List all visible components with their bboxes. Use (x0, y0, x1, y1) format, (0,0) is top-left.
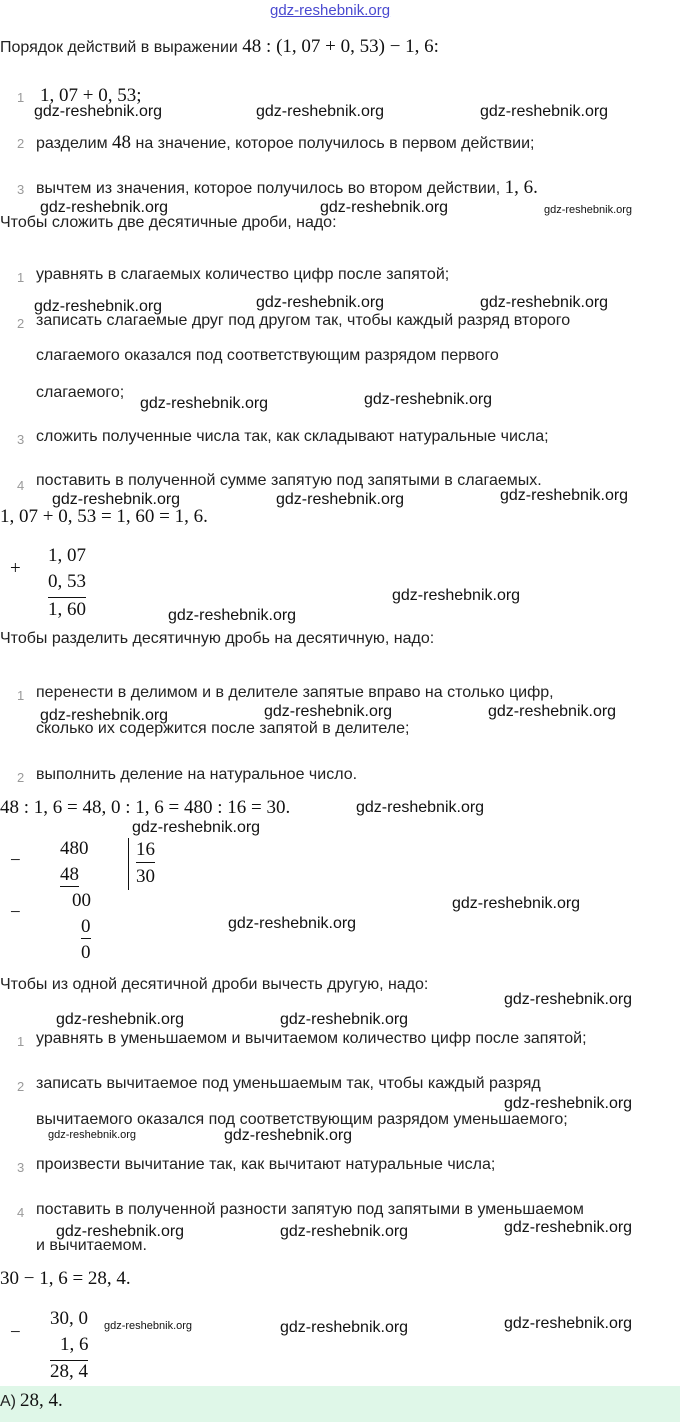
watermark: gdz-reshebnik.org (256, 294, 385, 311)
subtraction-equation: 30 − 1, 6 = 28, 4. (0, 1268, 131, 1289)
addition-step-number: 3 (17, 432, 25, 447)
order-step-label: разделим (36, 135, 108, 152)
addition-step-text: поставить в полученной сумме запятую под запятыми в слагаемых. (36, 472, 542, 489)
subtraction-step-text: уравнять в уменьшаемом и вычитаемом количество цифр после запятой; (36, 1030, 587, 1047)
subtraction-result: 28, 4 (50, 1361, 88, 1382)
order-step-math: 48 (112, 132, 132, 153)
subtraction-intro: Чтобы из одной десятичной дроби вычесть другую, надо: (0, 976, 429, 993)
watermark: gdz-reshebnik.org (264, 703, 393, 720)
subtraction-step-text: поставить в полученной разности запятую под запятыми в уменьшаемом (36, 1201, 584, 1218)
order-step-label: на значение, которое получилось в первом действии; (135, 135, 535, 152)
watermark: gdz-reshebnik.org (280, 1319, 409, 1336)
subtraction-step-number: 2 (17, 1079, 25, 1094)
subtraction-step-number: 4 (17, 1205, 25, 1220)
division-quotient: 30 (136, 866, 155, 887)
addition-step-text: уравнять в слагаемых количество цифр после запятой; (36, 266, 450, 283)
subtraction-step-number: 3 (17, 1160, 25, 1175)
intro-text (0, 36, 439, 58)
order-step-text (36, 132, 535, 154)
addition-equation: 1, 07 + 0, 53 = 1, 60 = 1, 6. (0, 506, 208, 527)
site-title-link[interactable]: gdz-reshebnik.org (270, 2, 391, 19)
division-step-number: 1 (17, 688, 25, 703)
division-divisor: 16 (136, 838, 155, 863)
addition-term-b: 0, 53 (48, 571, 86, 592)
watermark: gdz-reshebnik.org (34, 103, 163, 120)
addition-term-a: 1, 07 (48, 545, 86, 566)
answer-value: 28, 4. (20, 1390, 63, 1411)
watermark: gdz-reshebnik.org (480, 103, 609, 120)
addition-step-text: слагаемого; (36, 384, 125, 401)
watermark: gdz-reshebnik.org (392, 587, 521, 604)
division-step-number: 2 (17, 770, 25, 785)
watermark: gdz-reshebnik.org (280, 1011, 409, 1028)
watermark: gdz-reshebnik.org (224, 1127, 353, 1144)
order-step-number: 3 (17, 182, 25, 197)
watermark: gdz-reshebnik.org (320, 199, 449, 216)
answer-box (0, 1386, 680, 1422)
division-remainder-2: 0 (81, 942, 91, 963)
division-step-text: выполнить деление на натуральное число. (36, 766, 358, 783)
watermark: gdz-reshebnik.org (56, 1011, 185, 1028)
order-step-math: 1, 07 + 0, 53; (40, 85, 142, 106)
order-step-label: вычтем из значения, которое получилось во втором действии, (36, 180, 501, 197)
order-step-math: 1, 6. (504, 177, 538, 198)
addition-step-text: записать слагаемые друг под другом так, чтобы каждый разряд второго (36, 312, 571, 329)
addition-intro: Чтобы сложить две десятичные дроби, надо: (0, 214, 337, 231)
addition-step-number: 4 (17, 478, 25, 493)
division-subtrahend-1: 48 (60, 864, 79, 885)
subtraction-term-b: 1, 6 (60, 1334, 89, 1355)
subtraction-step-text: записать вычитаемое под уменьшаемым так, чтобы каждый разряд (36, 1075, 541, 1092)
division-intro: Чтобы разделить десятичную дробь на десятичную, надо: (0, 630, 435, 647)
watermark: gdz-reshebnik.org (56, 1223, 185, 1240)
watermark: gdz-reshebnik.org (504, 1095, 633, 1112)
watermark: gdz-reshebnik.org (480, 294, 609, 311)
addition-step-text: сложить полученные числа так, как складывают натуральные числа; (36, 428, 549, 445)
division-equation: 48 : 1, 6 = 48, 0 : 1, 6 = 480 : 16 = 30. (0, 797, 291, 818)
watermark: gdz-reshebnik.org (52, 491, 181, 508)
watermark: gdz-reshebnik.org (488, 703, 617, 720)
subtraction-step-text: и вычитаемом. (36, 1237, 147, 1254)
addition-plus-sign: + (10, 558, 21, 579)
watermark: gdz-reshebnik.org (140, 395, 269, 412)
watermark: gdz-reshebnik.org (104, 1320, 193, 1332)
watermark: gdz-reshebnik.org (256, 103, 385, 120)
watermark: gdz-reshebnik.org (364, 391, 493, 408)
order-step-number: 1 (17, 90, 25, 105)
subtraction-step-number: 1 (17, 1034, 25, 1049)
watermark: gdz-reshebnik.org (40, 707, 169, 724)
addition-step-text: слагаемого оказался под соответствующим разрядом первого (36, 347, 499, 364)
watermark: gdz-reshebnik.org (40, 199, 169, 216)
watermark: gdz-reshebnik.org (504, 1315, 633, 1332)
watermark: gdz-reshebnik.org (504, 991, 633, 1008)
watermark: gdz-reshebnik.org (34, 298, 163, 315)
watermark: gdz-reshebnik.org (168, 607, 297, 624)
watermark: gdz-reshebnik.org (228, 915, 357, 932)
watermark: gdz-reshebnik.org (544, 204, 633, 216)
division-step-text: перенести в делимом и в делителе запятые вправо на столько цифр, (36, 684, 554, 701)
answer-label: А) (0, 1393, 16, 1410)
intro-expression: 48 : (1, 07 + 0, 53) − 1, 6: (242, 36, 439, 57)
subtraction-step-text: вычитаемого оказался под соответствующим разрядом уменьшаемого; (36, 1111, 568, 1128)
addition-step-number: 2 (17, 316, 25, 331)
division-minus-sign: − (10, 902, 21, 923)
watermark: gdz-reshebnik.org (276, 491, 405, 508)
order-step-number: 2 (17, 136, 25, 151)
addition-step-number: 1 (17, 270, 25, 285)
subtraction-minus-sign: − (10, 1322, 21, 1343)
division-subtrahend-2: 0 (81, 916, 91, 937)
intro-label: Порядок действий в выражении (0, 39, 238, 56)
watermark: gdz-reshebnik.org (132, 819, 261, 836)
division-step-text: сколько их содержится после запятой в делителе; (36, 720, 410, 737)
watermark: gdz-reshebnik.org (452, 895, 581, 912)
division-minus-sign: − (10, 850, 21, 871)
subtraction-step-text: произвести вычитание так, как вычитают натуральные числа; (36, 1156, 496, 1173)
subtraction-term-a: 30, 0 (50, 1308, 88, 1329)
addition-result: 1, 60 (48, 599, 86, 620)
division-dividend: 480 (60, 838, 89, 859)
watermark: gdz-reshebnik.org (500, 487, 629, 504)
order-step-text (36, 177, 538, 199)
watermark: gdz-reshebnik.org (280, 1223, 409, 1240)
watermark: gdz-reshebnik.org (504, 1219, 633, 1236)
division-remainder-1: 00 (72, 890, 91, 911)
division-bar-vertical (128, 838, 129, 890)
watermark: gdz-reshebnik.org (48, 1129, 137, 1141)
watermark: gdz-reshebnik.org (356, 799, 485, 816)
